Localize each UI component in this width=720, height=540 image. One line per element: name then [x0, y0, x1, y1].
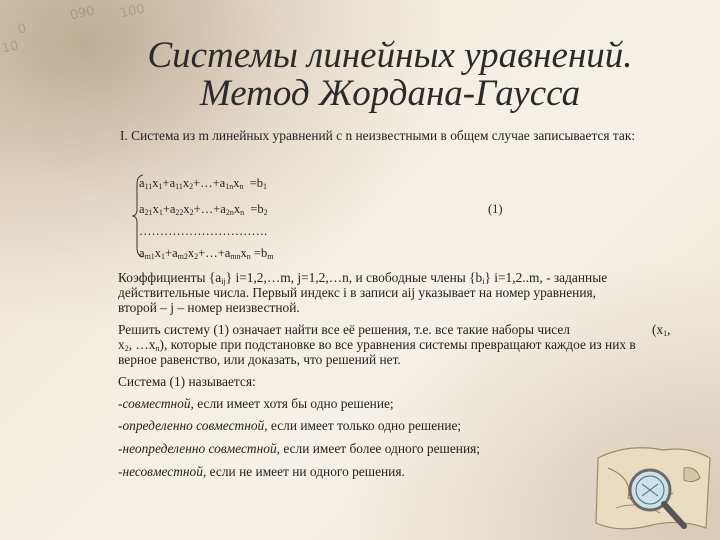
solve-line-2: $x_2$, $\dots x_n$), которые при подстановке во все уравнения системы превращают каждое из них в	[118, 337, 636, 353]
called-text: Система (1) называется:	[118, 374, 256, 389]
equation-1: $a_{11}x_1+a_{11}x_2+\dots+a_{1n}x_n =b_1$	[139, 176, 268, 191]
solve-line-1-end: ($x_1$,	[652, 322, 671, 338]
coefficients-line-2: действительные числа. Первый индекс i в записи aij указывает на номер уравнения,	[118, 285, 597, 300]
map-magnifier-illustration	[588, 438, 718, 538]
intro-text: I. Система из m линейных уравнений с n неизвестными в общем случае записывается так:	[120, 128, 636, 143]
type-determinate: -определенно совместной, если имеет только одно решение;	[118, 418, 462, 433]
coefficients-line-3: второй – j – номер неизвестной.	[118, 300, 300, 315]
type-indeterminate: -неопределенно совместной, если имеет более одного решения;	[118, 441, 481, 456]
page-title: Системы линейных уравнений.	[147, 35, 633, 76]
solve-line-3: верное равенство, или доказать, что решений нет.	[118, 352, 401, 367]
dial-number: 10	[0, 38, 20, 57]
type-inconsistent: -несовместной, если не имеет ни одного решения.	[118, 464, 405, 479]
type-consistent: -совместной, если имеет хотя бы одно решение;	[118, 396, 394, 411]
equation-m: $a_{m1}x_1+a_{m2}x_2+\dots+a_{mn}x_n =b_m$	[139, 246, 274, 261]
solve-line-1: Решить систему (1) означает найти все её решения, т.е. все такие наборы чисел	[118, 322, 570, 337]
page-subtitle: Метод Жордана-Гаусса	[199, 73, 581, 114]
dial-number: 090	[68, 3, 97, 24]
equation-dots: ………………………….	[139, 224, 268, 238]
equation-2: $a_{21}x_1+a_{22}x_2+\dots+a_{2n}x_n =b_2$	[139, 202, 268, 217]
dial-number: 0	[16, 21, 28, 38]
dial-number: 100	[118, 1, 147, 22]
equation-number: (1)	[488, 202, 503, 216]
coefficients-line-1: Коэффициенты $\{a_{ij}\}$ i=1,2,…m, j=1,2,…n, и свободные члены $\{b_i\}$ i=1,2..m, - заданные	[118, 270, 608, 286]
